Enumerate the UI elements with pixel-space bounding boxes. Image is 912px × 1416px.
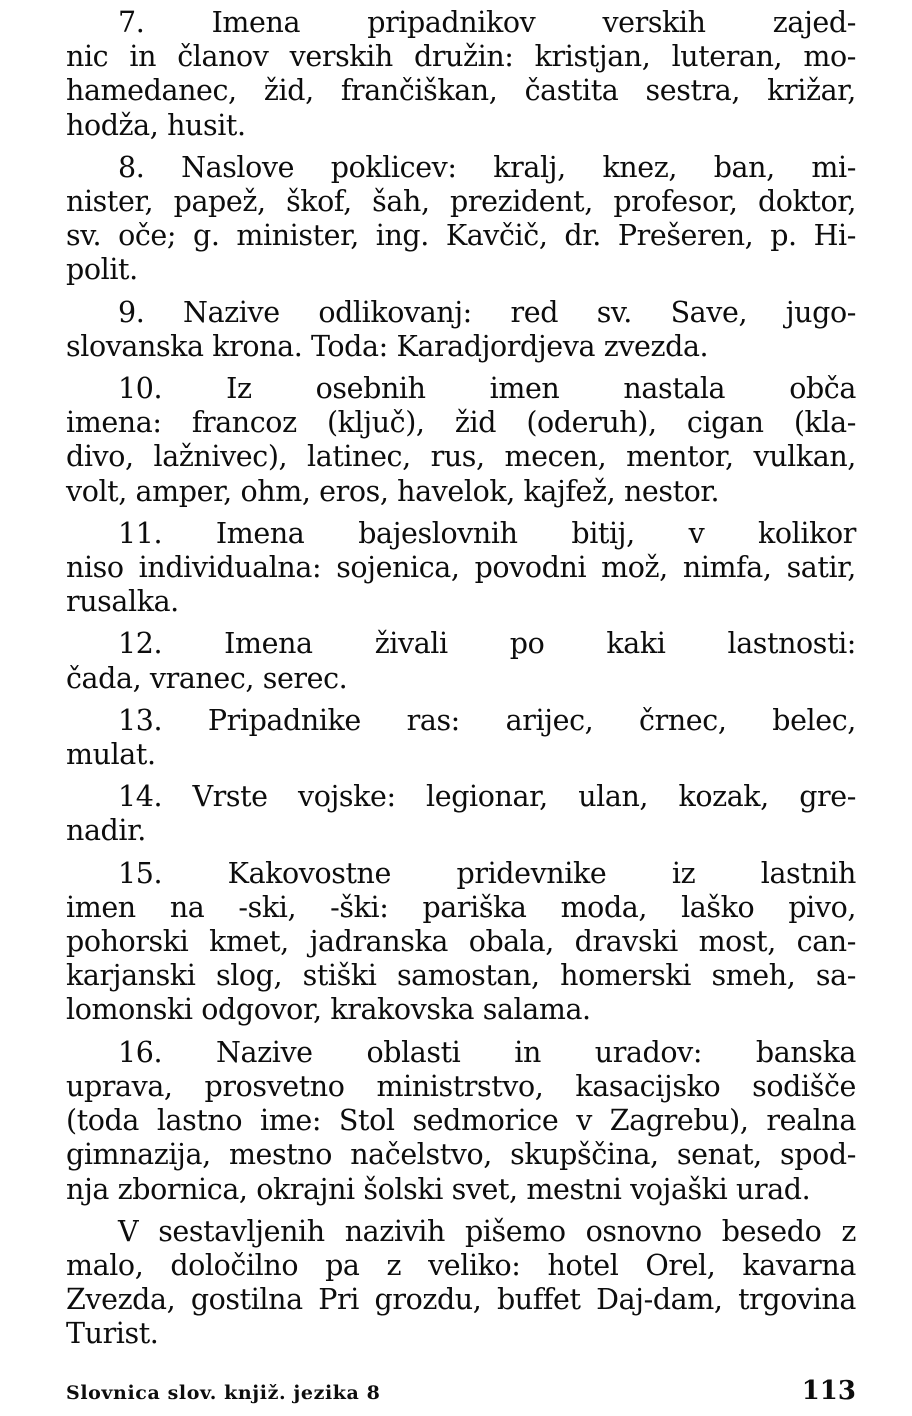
word: pišemo	[464, 1214, 566, 1248]
word: šah,	[372, 185, 430, 219]
word: družin:	[414, 40, 514, 74]
word: frančiškan,	[340, 74, 498, 108]
word: osebnih	[315, 372, 426, 406]
word: divo,	[66, 440, 134, 474]
word: laško	[681, 890, 755, 924]
word: in	[129, 40, 157, 74]
word: most,	[698, 925, 776, 959]
word: profesor,	[613, 185, 738, 219]
word: francoz	[191, 406, 297, 440]
word: karjanski	[66, 959, 196, 993]
word: osnovno	[585, 1214, 702, 1248]
text-line	[66, 185, 856, 219]
text-line	[66, 1215, 856, 1249]
word: dravski	[574, 925, 678, 959]
word: ministrstvo,	[376, 1069, 544, 1103]
line-9-1	[118, 296, 856, 330]
word: Pri	[318, 1283, 359, 1317]
text-line	[66, 627, 856, 661]
word: križar,	[767, 74, 856, 108]
text-line	[66, 1036, 856, 1070]
word: senat,	[676, 1138, 762, 1172]
word: legionar,	[426, 780, 548, 814]
word: Zagrebu),	[609, 1104, 749, 1138]
word: Imena	[224, 627, 313, 661]
word: Vrste	[192, 780, 268, 814]
word: sv.	[66, 219, 102, 253]
line-11-1	[118, 517, 856, 551]
word: kozak,	[678, 780, 769, 814]
word: bitij,	[571, 516, 635, 550]
word: 12.	[118, 627, 163, 661]
word: (kla-	[793, 406, 856, 440]
word: 11.	[118, 516, 163, 550]
word: papež,	[173, 185, 266, 219]
word: Imena	[211, 6, 301, 39]
word: satir,	[786, 551, 856, 585]
word: p.	[770, 219, 797, 253]
word: verskih	[602, 6, 706, 39]
line-12-1	[118, 627, 856, 661]
line-13-1	[118, 704, 856, 738]
word: mentor,	[626, 440, 734, 474]
word: gimnazija,	[66, 1138, 211, 1172]
text-line	[66, 1283, 856, 1317]
word: oblasti	[366, 1035, 461, 1069]
line-14-1	[118, 780, 856, 814]
word: nimfa,	[682, 551, 772, 585]
word: Kakovostne	[227, 856, 391, 890]
word: živali	[374, 627, 448, 661]
word: ulan,	[578, 780, 649, 814]
word: lastnih	[760, 856, 856, 890]
word: bajeslovnih	[358, 516, 518, 550]
word: homerski	[560, 959, 691, 993]
word: poklicev:	[330, 150, 457, 184]
word: kolikor	[758, 516, 856, 550]
text-line	[66, 517, 856, 551]
word: častita	[524, 74, 619, 108]
word: z	[386, 1248, 402, 1282]
word: kasacijsko	[575, 1069, 721, 1103]
word: g.	[192, 219, 220, 253]
word: realna	[766, 1104, 856, 1138]
word: Pripadnike	[207, 703, 361, 737]
word: malo,	[66, 1248, 144, 1282]
word: buffet	[496, 1283, 581, 1317]
word: belec,	[772, 703, 856, 737]
word: 7.	[118, 6, 145, 39]
word: 9.	[118, 295, 145, 329]
word: kavarna	[742, 1248, 856, 1282]
text-line: rusalka.	[66, 585, 179, 619]
word: uprava,	[66, 1069, 173, 1103]
word: mestno	[228, 1138, 333, 1172]
word: cigan	[686, 406, 764, 440]
page-body-text	[66, 6, 856, 1352]
word: imen	[66, 890, 136, 924]
word: pivo,	[788, 890, 856, 924]
text-line: Turist.	[66, 1317, 159, 1351]
word: Save,	[670, 295, 748, 329]
text-line: slovanska krona. Toda: Karadjordjeva zvezda.	[66, 329, 709, 363]
word: na	[169, 890, 205, 924]
word: kmet,	[209, 925, 289, 959]
word: 8.	[118, 150, 145, 184]
word: Iz	[226, 372, 252, 406]
word: verskih	[289, 40, 393, 74]
word: hotel	[547, 1248, 619, 1282]
word: sa-	[815, 959, 856, 993]
word: 10.	[118, 372, 163, 406]
word: individualna:	[138, 551, 322, 585]
word: in	[514, 1035, 541, 1069]
word: sestavljenih	[158, 1214, 325, 1248]
word: kristjan,	[534, 40, 651, 74]
text-line	[66, 1249, 856, 1283]
text-line	[66, 219, 856, 253]
word: kaki	[606, 627, 666, 661]
text-line: nja zbornica, okrajni šolski svet, mestni vojaški urad.	[66, 1172, 811, 1206]
word: žid,	[263, 74, 314, 108]
word: latinec,	[307, 440, 411, 474]
word: gre-	[799, 780, 856, 814]
word: iz	[671, 856, 696, 890]
word: (oderuh),	[526, 406, 657, 440]
text-line	[66, 1138, 856, 1172]
word: kralj,	[493, 150, 566, 184]
word: knez,	[602, 150, 678, 184]
word: vojske:	[298, 780, 396, 814]
word: sodišče	[752, 1069, 856, 1103]
word: obča	[789, 372, 856, 406]
word: -ški:	[330, 890, 389, 924]
word: imen	[489, 372, 560, 406]
page-footer	[66, 1376, 856, 1416]
word: ras:	[406, 703, 460, 737]
word: arijec,	[505, 703, 594, 737]
word: sestra,	[645, 74, 740, 108]
word: načelstvo,	[350, 1138, 492, 1172]
word: sojenica,	[336, 551, 460, 585]
word: uradov:	[594, 1035, 703, 1069]
word: lastnosti:	[727, 627, 856, 661]
word: 13.	[118, 703, 163, 737]
word: nic	[66, 40, 109, 74]
word: sv.	[596, 295, 632, 329]
text-line	[66, 704, 856, 738]
text-line	[66, 6, 856, 40]
word: moda,	[560, 890, 648, 924]
word: samostan,	[396, 959, 540, 993]
word: (toda	[66, 1104, 139, 1138]
word: ime:	[260, 1104, 322, 1138]
text-line: volt, amper, ohm, eros, havelok, kajfež, nestor.	[66, 474, 720, 508]
word: ing.	[375, 219, 429, 253]
line-closing-1	[118, 1215, 856, 1249]
word: žid	[454, 406, 497, 440]
text-line	[66, 891, 856, 925]
word: Naslove	[181, 150, 295, 184]
text-line	[66, 440, 856, 474]
word: Stol	[338, 1104, 395, 1138]
word: minister,	[236, 219, 359, 253]
text-line	[66, 151, 856, 185]
word: luteran,	[671, 40, 783, 74]
text-line	[66, 40, 856, 74]
word: pridevnike	[456, 856, 607, 890]
word: Nazive	[215, 1035, 313, 1069]
word: povodni	[474, 551, 587, 585]
word: Hi-	[813, 219, 856, 253]
word: črnec,	[639, 703, 727, 737]
word: pariška	[422, 890, 527, 924]
text-line: lomonski odgovor, krakovska salama.	[66, 993, 591, 1027]
word: Daj-dam,	[596, 1283, 723, 1317]
text-line	[66, 1070, 856, 1104]
word: škof,	[286, 185, 352, 219]
word: v	[576, 1104, 592, 1138]
word: lastno	[156, 1104, 243, 1138]
word: gostilna	[190, 1283, 303, 1317]
word: prezident,	[450, 185, 593, 219]
word: red	[510, 295, 559, 329]
word: obala,	[468, 925, 554, 959]
word: nister,	[66, 185, 154, 219]
word: mo-	[803, 40, 856, 74]
line-16-1	[118, 1036, 856, 1070]
text-line: polit.	[66, 253, 138, 287]
line-8-1	[118, 151, 856, 185]
word: besedo	[721, 1214, 822, 1248]
word: stiški	[302, 959, 377, 993]
word: jugo-	[785, 295, 856, 329]
text-line: mulat.	[66, 738, 156, 772]
word: pa	[325, 1248, 360, 1282]
word: doktor,	[757, 185, 856, 219]
word: smeh,	[711, 959, 796, 993]
word: rus,	[430, 440, 485, 474]
text-line	[66, 857, 856, 891]
word: lažnivec),	[153, 440, 288, 474]
text-line: čada, vranec, serec.	[66, 661, 348, 695]
text-line	[66, 925, 856, 959]
word: z	[841, 1214, 856, 1248]
word: spod-	[780, 1138, 856, 1172]
word: Nazive	[183, 295, 280, 329]
word: po	[509, 627, 545, 661]
line-10-1	[118, 372, 856, 406]
word: Kavčič,	[445, 219, 548, 253]
word: mi-	[811, 150, 856, 184]
word: Imena	[215, 516, 305, 550]
word: pohorski	[66, 925, 189, 959]
word: jadranska	[309, 925, 448, 959]
footer-book-title: Slovnica slov. knjiž. jezika 8	[66, 1382, 381, 1404]
word: trgovina	[738, 1283, 856, 1317]
word: Zvezda,	[66, 1283, 176, 1317]
text-line	[66, 296, 856, 330]
line-15-1	[118, 857, 856, 891]
word: zajed-	[772, 6, 856, 39]
text-line	[66, 406, 856, 440]
word: -ski,	[238, 890, 297, 924]
line-7-1	[118, 6, 856, 40]
text-line	[66, 372, 856, 406]
word: (ključ),	[326, 406, 425, 440]
word: odlikovanj:	[318, 295, 472, 329]
text-line	[66, 551, 856, 585]
word: Orel,	[645, 1248, 716, 1282]
word: banska	[755, 1035, 856, 1069]
word: 15.	[118, 856, 163, 890]
word: Prešeren,	[617, 219, 754, 253]
word: can-	[796, 925, 856, 959]
word: V	[118, 1214, 139, 1248]
word: 16.	[118, 1035, 163, 1069]
text-line	[66, 1104, 856, 1138]
word: imena:	[66, 406, 162, 440]
word: nastala	[623, 372, 726, 406]
text-line: nadir.	[66, 814, 146, 848]
word: mož,	[601, 551, 668, 585]
word: slog,	[215, 959, 283, 993]
word: grozdu,	[374, 1283, 482, 1317]
word: vulkan,	[753, 440, 856, 474]
word: niso	[66, 551, 124, 585]
word: 14.	[118, 780, 163, 814]
page-number: 113	[801, 1376, 856, 1406]
word: članov	[177, 40, 269, 74]
word: sedmorice	[412, 1104, 559, 1138]
text-line: hodža, husit.	[66, 108, 246, 142]
word: pripadnikov	[367, 6, 536, 39]
text-line	[66, 74, 856, 108]
word: dr.	[564, 219, 601, 253]
word: v	[688, 516, 705, 550]
word: hamedanec,	[66, 74, 237, 108]
word: ban,	[713, 150, 775, 184]
text-line	[66, 780, 856, 814]
text-line	[66, 959, 856, 993]
word: veliko:	[428, 1248, 521, 1282]
word: oče;	[118, 219, 177, 253]
word: nazivih	[344, 1214, 445, 1248]
word: določilno	[170, 1248, 299, 1282]
word: prosvetno	[204, 1069, 345, 1103]
word: skupščina,	[510, 1138, 659, 1172]
word: mecen,	[504, 440, 607, 474]
